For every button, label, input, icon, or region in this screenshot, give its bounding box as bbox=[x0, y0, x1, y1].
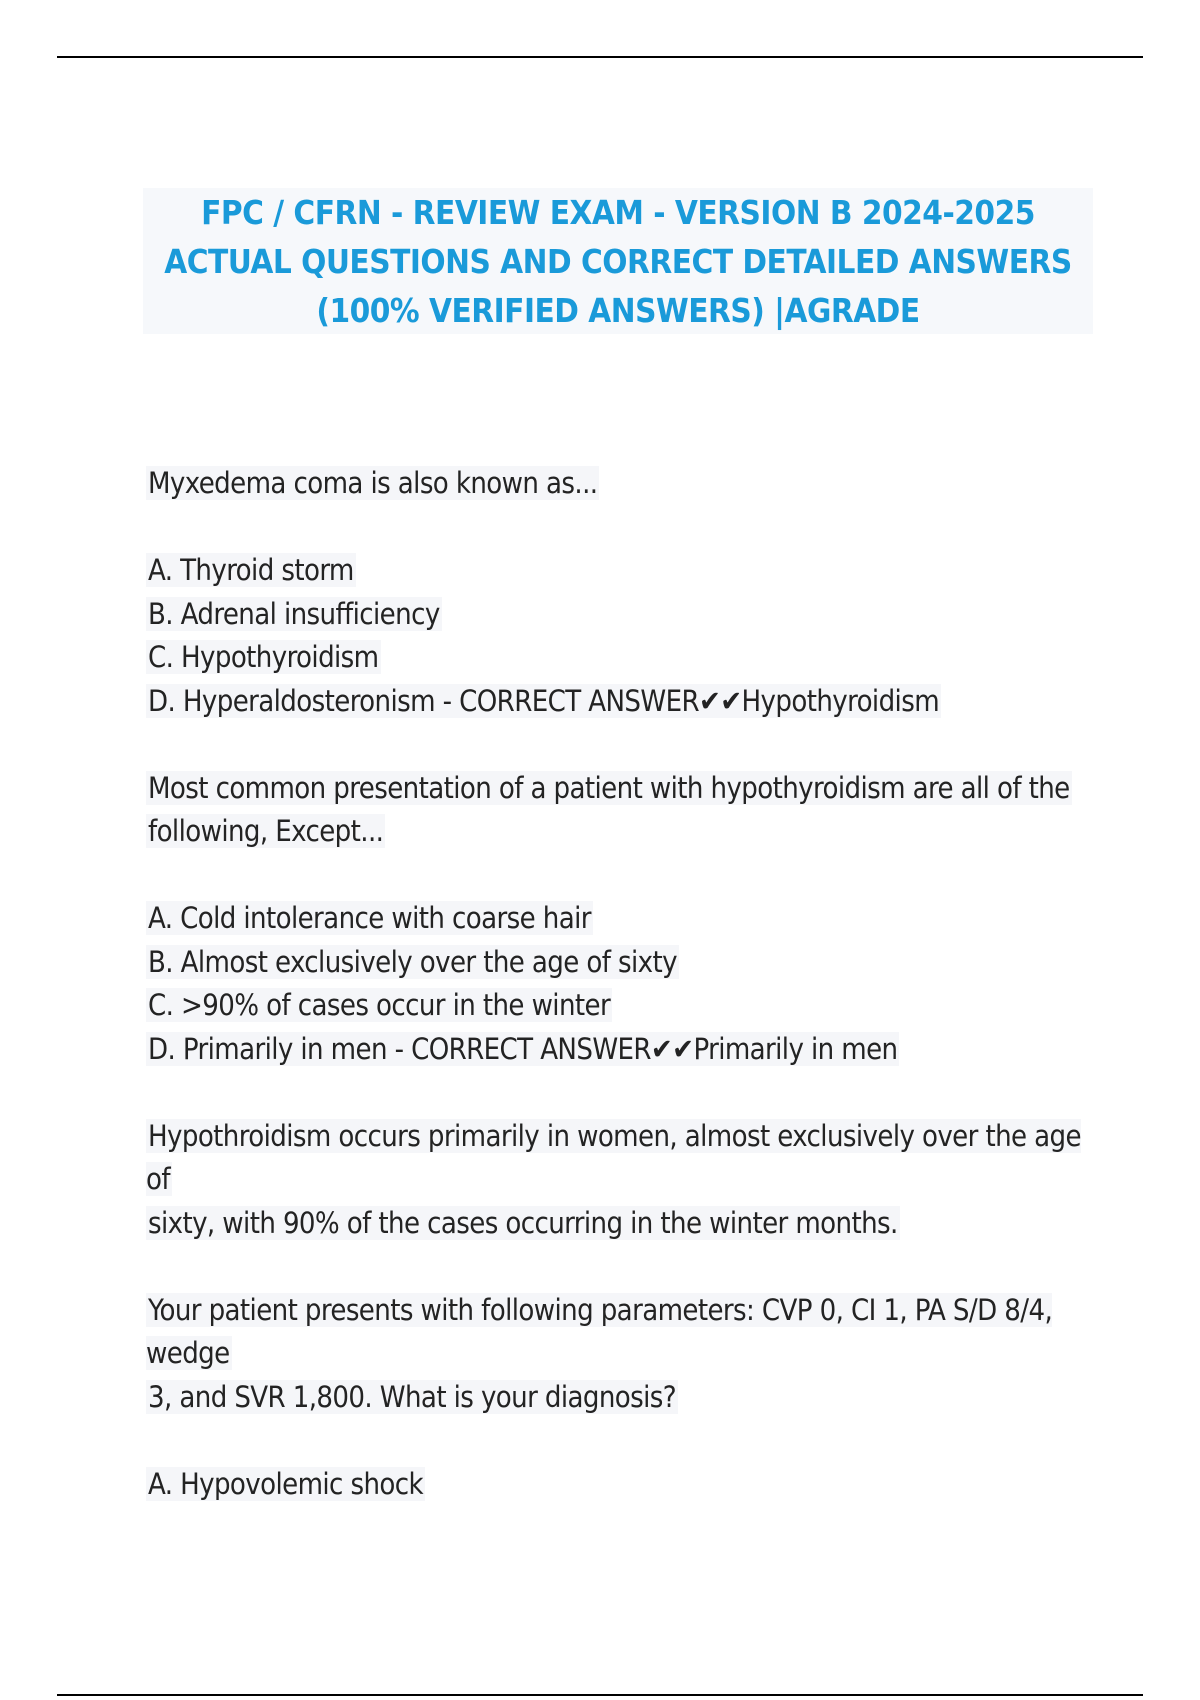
answer-option: C. Hypothyroidism bbox=[148, 640, 379, 674]
answer-option: A. Hypovolemic shock bbox=[148, 1466, 424, 1501]
answer-option-correct: D. Hyperaldosteronism - CORRECT ANSWER✔✔Hypothyroidism bbox=[148, 683, 940, 718]
answer-option-correct: D. Primarily in men - CORRECT ANSWER✔✔Primarily in men bbox=[148, 1031, 898, 1066]
top-rule bbox=[57, 56, 1143, 58]
bottom-rule bbox=[57, 1694, 1143, 1696]
question-prompt-line: Your patient presents with following parameters: CVP 0, CI 1, PA S/D 8/4, wedge bbox=[146, 1292, 1053, 1370]
answer-options-2 bbox=[146, 897, 1096, 1071]
answer-option: B. Almost exclusively over the age of sixty bbox=[148, 944, 677, 979]
question-prompt-line: following, Except... bbox=[148, 814, 384, 848]
explanation-line: sixty, with 90% of the cases occurring in the winter months. bbox=[148, 1205, 898, 1240]
question-prompt-line: Myxedema coma is also known as... bbox=[148, 466, 598, 500]
question-block-2 bbox=[146, 767, 1096, 854]
document-title: FPC / CFRN - REVIEW EXAM - VERSION B 2024-2025 ACTUAL QUESTIONS AND CORRECT DETAILED ANSWERS (100% VERIFIED ANSWERS) |AGRADE bbox=[164, 192, 1072, 330]
question-block-1 bbox=[146, 462, 1096, 506]
answer-option: A. Cold intolerance with coarse hair bbox=[148, 901, 591, 935]
answer-options-3 bbox=[146, 1463, 1096, 1507]
answer-options-1 bbox=[146, 549, 1096, 723]
question-prompt-line: 3, and SVR 1,800. What is your diagnosis? bbox=[148, 1379, 677, 1414]
document-body bbox=[146, 462, 1096, 1550]
answer-option: A. Thyroid storm bbox=[148, 553, 354, 587]
answer-option: B. Adrenal insufficiency bbox=[148, 596, 440, 631]
explanation-block bbox=[146, 1115, 1096, 1246]
explanation-line: Hypothroidism occurs primarily in women, almost exclusively over the age of bbox=[146, 1118, 1081, 1196]
answer-option: C. >90% of cases occur in the winter bbox=[148, 988, 611, 1022]
question-prompt-line: Most common presentation of a patient with hypothyroidism are all of the bbox=[148, 770, 1070, 805]
question-block-3 bbox=[146, 1289, 1096, 1420]
title-banner bbox=[143, 188, 1093, 334]
